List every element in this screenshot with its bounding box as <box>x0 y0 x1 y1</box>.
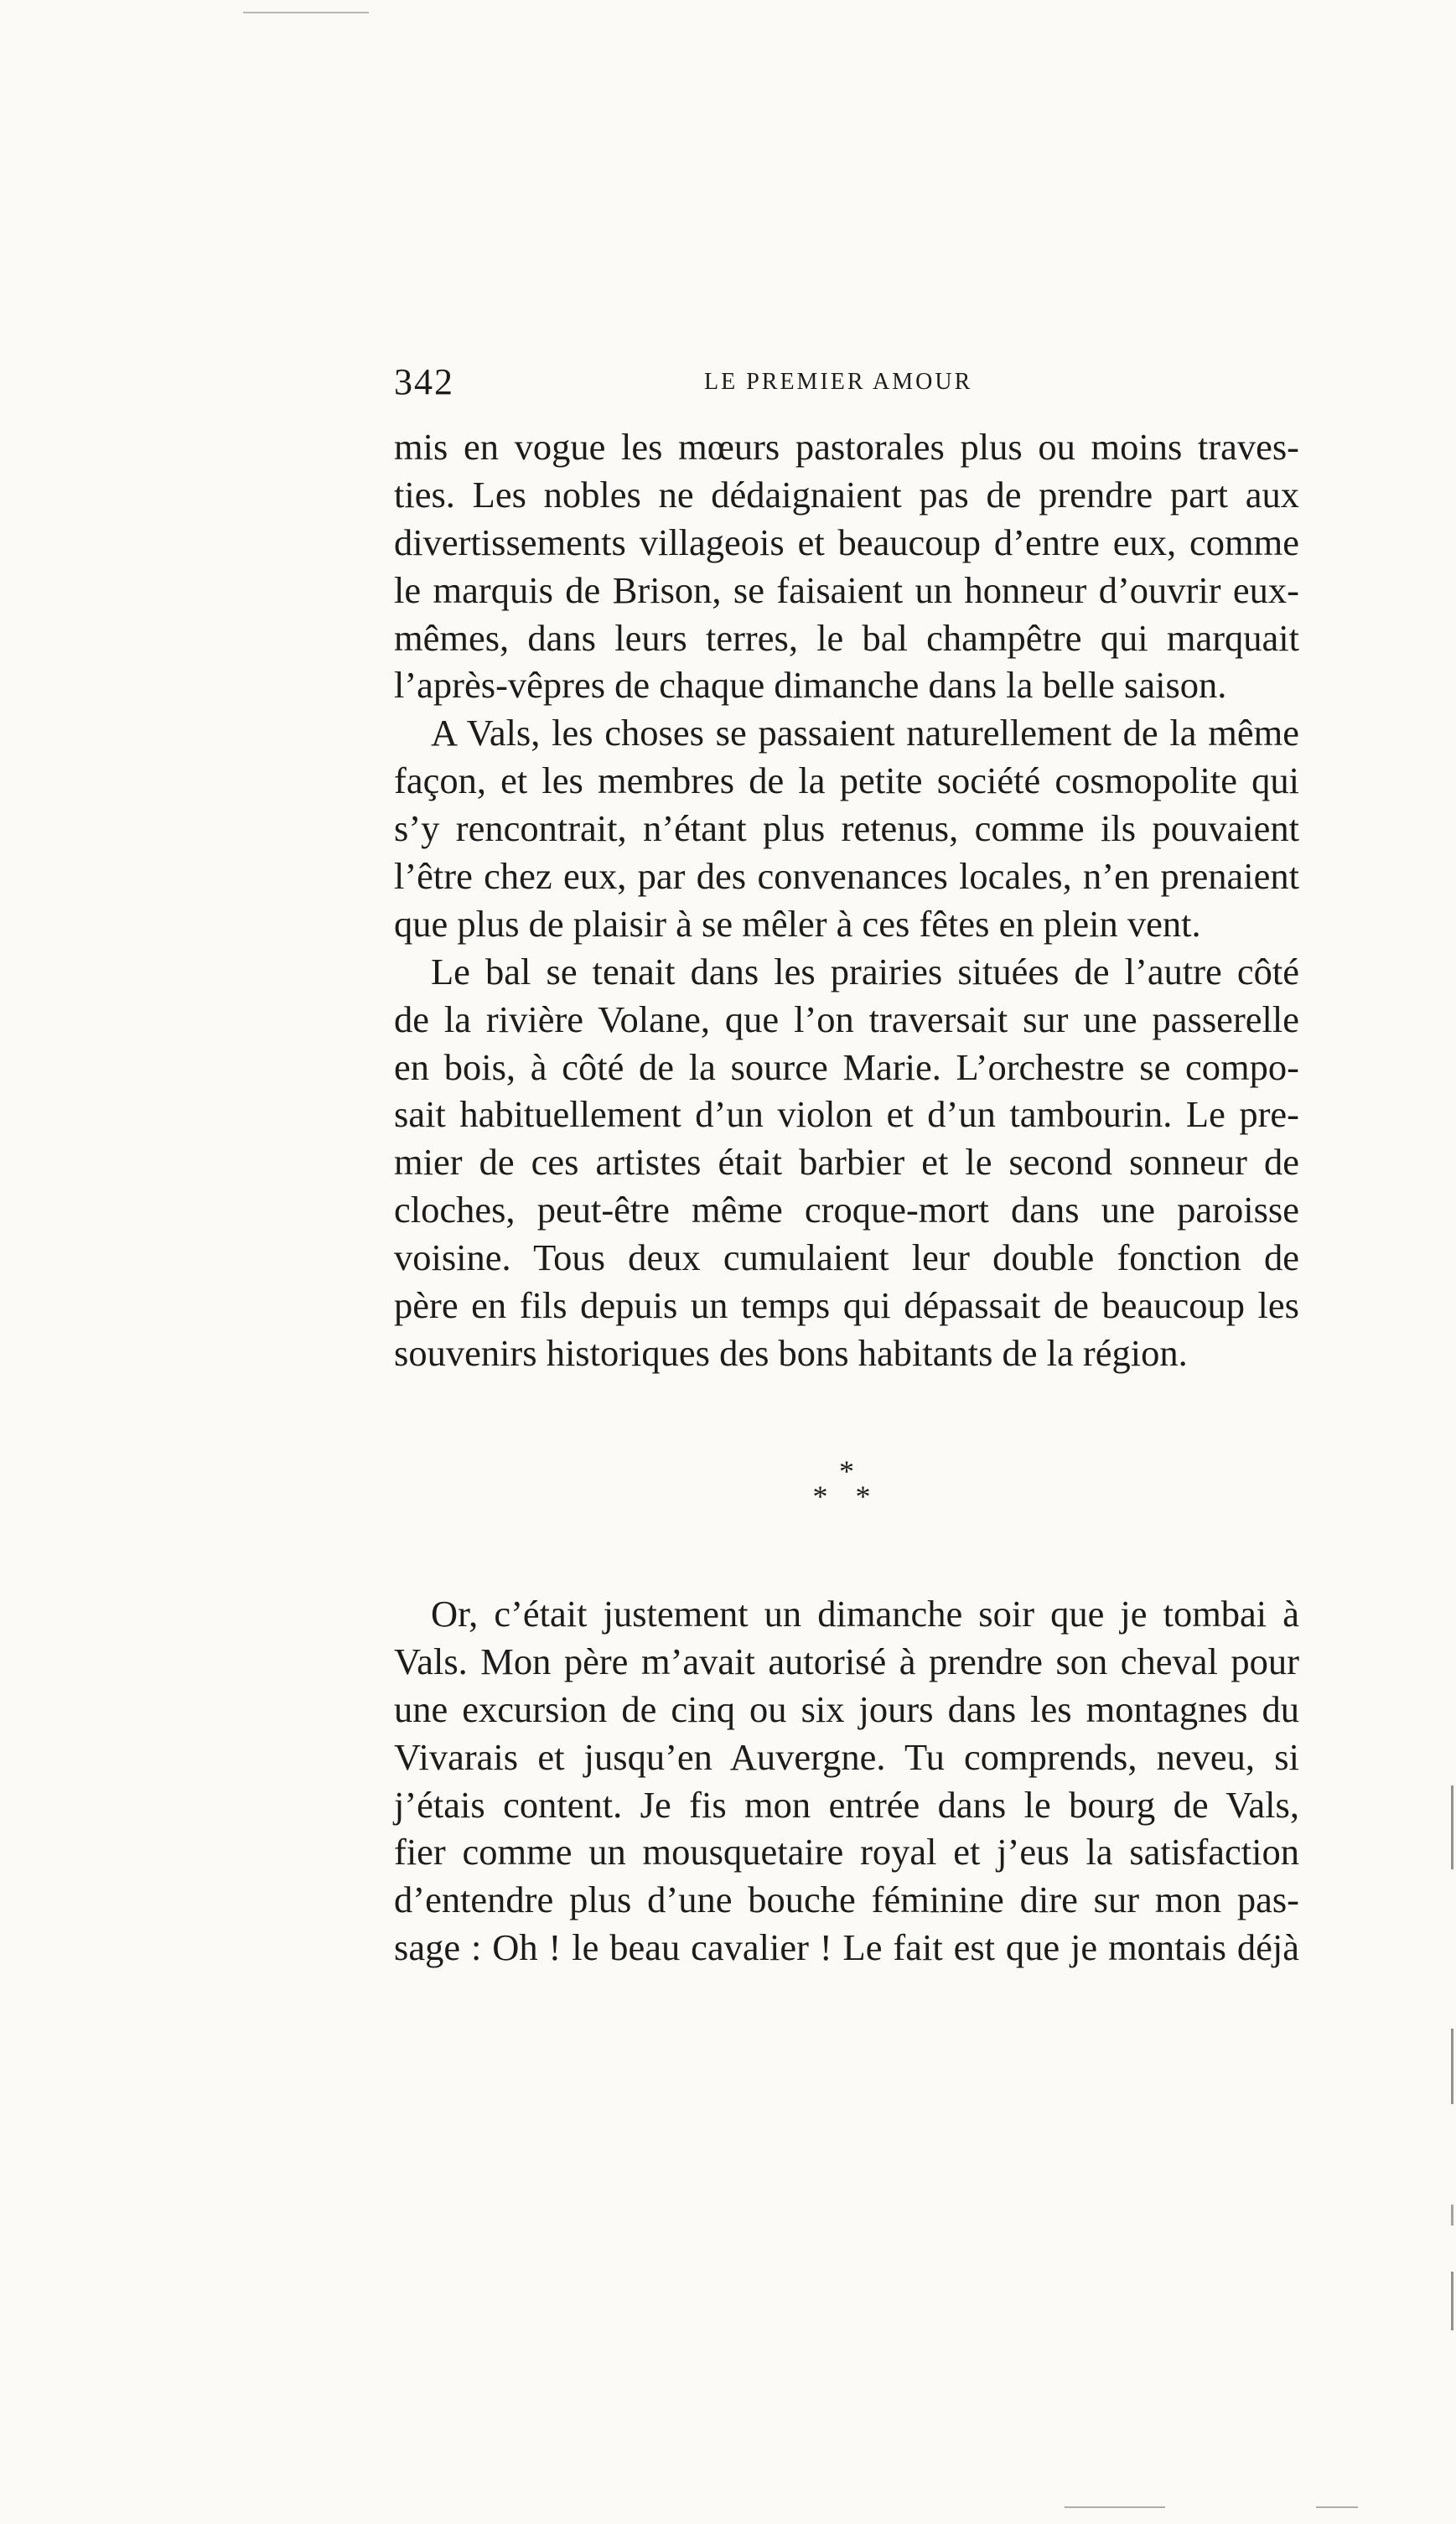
asterism-top: * <box>839 1454 854 1488</box>
text-line: sait habituellement d’un violon et d’un tambourin. Le pre- <box>394 1093 1299 1136</box>
text-line: en bois, à côté de la source Marie. L’orchestre se compo- <box>394 1045 1299 1088</box>
scan-artifact-right-edge <box>1451 2029 1453 2104</box>
text-line: Le bal se tenait dans les prairies situées de l’autre côté <box>431 950 1299 992</box>
text-line: une excursion de cinq ou six jours dans les montagnes du <box>394 1687 1299 1730</box>
text-line: A Vals, les choses se passaient naturellement de la même <box>431 712 1299 754</box>
text-line: Or, c’était justement un dimanche soir que je tombai à <box>431 1593 1299 1635</box>
text-line: cloches, peut-être même croque-mort dans une paroisse <box>394 1189 1299 1231</box>
text-line: j’étais content. Je fis mon entrée dans le bourg de Vals, <box>394 1783 1299 1826</box>
text-line: voisine. Tous deux cumulaient leur double fonction de <box>394 1236 1299 1279</box>
running-title: LE PREMIER AMOUR <box>704 369 973 395</box>
scan-artifact-bottom-rule <box>1316 2506 1358 2508</box>
text-line: sage : Oh ! le beau cavalier ! Le fait est que je montais déjà <box>394 1926 1299 1969</box>
text-line: de la rivière Volane, que l’on traversait sur une passerelle <box>394 998 1299 1040</box>
text-line: s’y rencontrait, n’étant plus retenus, comme ils pouvaient <box>394 807 1299 850</box>
asterism-bottom: * * <box>812 1480 881 1513</box>
text-line: le marquis de Brison, se faisaient un honneur d’ouvrir eux- <box>394 568 1299 611</box>
text-line: divertissements villageois et beaucoup d’entre eux, comme <box>394 521 1299 563</box>
text-line: souvenirs historiques des bons habitants de la région. <box>394 1331 1188 1374</box>
section-break-asterism <box>805 1454 889 1534</box>
scan-artifact-right-edge <box>1451 1785 1453 1869</box>
scan-artifact-right-edge <box>1451 2272 1453 2330</box>
text-line: père en fils depuis un temps qui dépassait de beaucoup les <box>394 1284 1299 1327</box>
text-line: mier de ces artistes était barbier et le second sonneur de <box>394 1141 1299 1184</box>
text-line: Vals. Mon père m’avait autorisé à prendre son cheval pour <box>394 1640 1299 1682</box>
text-line: mêmes, dans leurs terres, le bal champêtre qui marquait <box>394 616 1299 659</box>
body-text-before-break <box>394 423 1299 1377</box>
body-text-after-break <box>394 1590 1299 1972</box>
text-line: fier comme un mousquetaire royal et j’eus la satisfaction <box>394 1831 1299 1874</box>
text-line: l’après-vêpres de chaque dimanche dans la belle saison. <box>394 664 1227 707</box>
running-head <box>394 360 1299 411</box>
text-line: façon, et les membres de la petite société cosmopolite qui <box>394 759 1299 802</box>
text-line: d’entendre plus d’une bouche féminine dire sur mon pas- <box>394 1879 1299 1921</box>
scan-artifact-right-edge <box>1451 2205 1453 2226</box>
text-line: l’être chez eux, par des convenances locales, n’en prenaient <box>394 855 1299 898</box>
scan-artifact-top-rule <box>243 12 369 13</box>
scan-artifact-bottom-rule <box>1065 2506 1165 2508</box>
text-line: ties. Les nobles ne dédaignaient pas de prendre part aux <box>394 473 1299 516</box>
page-number: 342 <box>394 361 454 402</box>
text-line: que plus de plaisir à se mêler à ces fêtes en plein vent. <box>394 902 1201 945</box>
text-line: mis en vogue les mœurs pastorales plus ou moins traves- <box>394 426 1299 468</box>
text-line: Vivarais et jusqu’en Auvergne. Tu comprends, neveu, si <box>394 1735 1299 1778</box>
